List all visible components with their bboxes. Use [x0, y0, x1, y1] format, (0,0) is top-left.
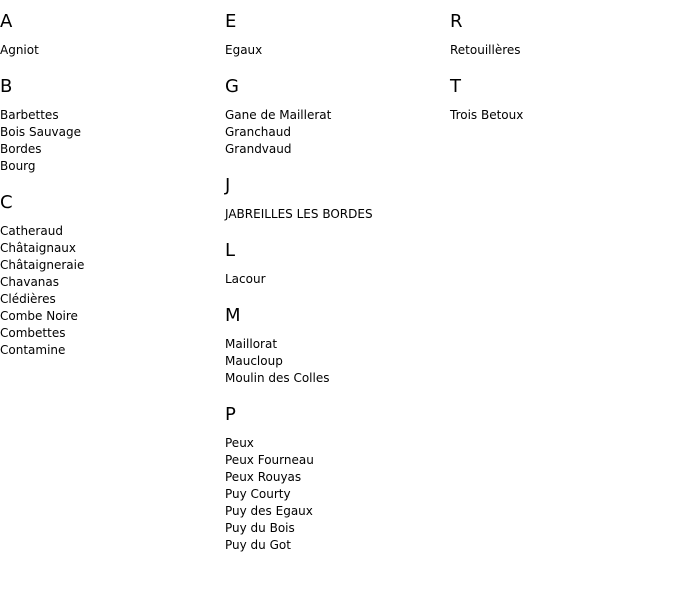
place-link[interactable]: Grandvaud	[225, 142, 292, 156]
place-link[interactable]: JABREILLES LES BORDES	[225, 207, 373, 221]
place-list-item	[225, 520, 450, 537]
place-link[interactable]: Puy du Got	[225, 538, 291, 552]
letter-group-t	[450, 77, 675, 124]
letter-heading: J	[225, 175, 231, 196]
place-list-item	[450, 107, 675, 124]
place-link[interactable]: Agniot	[0, 43, 39, 57]
place-list-item	[0, 124, 225, 141]
place-list-item	[0, 240, 225, 257]
place-link[interactable]: Bois Sauvage	[0, 125, 82, 139]
place-link[interactable]: Moulin des Colles	[225, 371, 330, 385]
place-link[interactable]: Peux Fourneau	[225, 453, 314, 467]
place-link[interactable]: Chavanas	[0, 275, 60, 289]
letter-heading: P	[225, 404, 236, 425]
place-list-item	[225, 141, 450, 158]
letter-group-b	[0, 77, 225, 175]
place-list	[225, 336, 450, 387]
place-list	[225, 206, 450, 223]
place-list-item	[225, 336, 450, 353]
place-link[interactable]: Trois Betoux	[450, 108, 524, 122]
place-link[interactable]: Puy du Bois	[225, 521, 295, 535]
letter-group-p	[225, 405, 450, 554]
place-list-item	[0, 257, 225, 274]
place-list-item	[0, 158, 225, 175]
place-list-item	[0, 141, 225, 158]
letter-group-a	[0, 12, 225, 59]
letter-group-c	[0, 193, 225, 359]
place-list	[450, 42, 675, 59]
place-list-item	[0, 325, 225, 342]
letter-heading: M	[225, 305, 241, 326]
place-link[interactable]: Gane de Maillerat	[225, 108, 332, 122]
place-list-item	[225, 537, 450, 554]
place-list-item	[225, 124, 450, 141]
letter-group-m	[225, 306, 450, 387]
index-column-3	[450, 0, 675, 142]
place-link[interactable]: Egaux	[225, 43, 263, 57]
place-list-item	[225, 206, 450, 223]
place-list-item	[225, 370, 450, 387]
place-list-item	[450, 42, 675, 59]
place-link[interactable]: Catheraud	[0, 224, 63, 238]
index-column-1	[0, 0, 225, 377]
place-link[interactable]: Bourg	[0, 159, 36, 173]
place-list-item	[225, 469, 450, 486]
place-link[interactable]: Puy des Egaux	[225, 504, 313, 518]
letter-heading: L	[225, 240, 236, 261]
place-link[interactable]: Contamine	[0, 343, 66, 357]
letter-heading: A	[0, 11, 13, 32]
letter-heading: T	[450, 76, 461, 97]
place-link[interactable]: Lacour	[225, 272, 266, 286]
place-link[interactable]: Combettes	[0, 326, 66, 340]
place-list-item	[225, 42, 450, 59]
place-link[interactable]: Combe Noire	[0, 309, 78, 323]
letter-heading: E	[225, 11, 237, 32]
place-link[interactable]: Puy Courty	[225, 487, 291, 501]
index-column-2	[225, 0, 450, 572]
place-list-item	[225, 435, 450, 452]
place-link[interactable]: Clédières	[0, 292, 56, 306]
place-list-item	[225, 452, 450, 469]
place-list-item	[225, 503, 450, 520]
letter-group-j	[225, 176, 450, 223]
place-list	[0, 223, 225, 359]
place-list	[225, 42, 450, 59]
place-list	[225, 435, 450, 554]
letter-group-g	[225, 77, 450, 158]
place-link[interactable]: Châtaignaux	[0, 241, 77, 255]
place-link[interactable]: Granchaud	[225, 125, 291, 139]
place-link[interactable]: Maillorat	[225, 337, 278, 351]
letter-heading: R	[450, 11, 463, 32]
letter-group-l	[225, 241, 450, 288]
place-list	[225, 271, 450, 288]
place-link[interactable]: Barbettes	[0, 108, 59, 122]
place-list-item	[225, 271, 450, 288]
place-list-item	[225, 107, 450, 124]
place-list	[0, 42, 225, 59]
place-link[interactable]: Maucloup	[225, 354, 283, 368]
place-list-item	[0, 107, 225, 124]
place-list-item	[0, 274, 225, 291]
place-list-item	[0, 291, 225, 308]
letter-heading: C	[0, 192, 13, 213]
place-list	[225, 107, 450, 158]
place-list	[0, 107, 225, 175]
place-list-item	[225, 486, 450, 503]
place-list-item	[225, 353, 450, 370]
place-list	[450, 107, 675, 124]
place-link[interactable]: Bordes	[0, 142, 42, 156]
place-list-item	[0, 42, 225, 59]
place-list-item	[0, 342, 225, 359]
letter-group-r	[450, 12, 675, 59]
letter-group-e	[225, 12, 450, 59]
place-list-item	[0, 223, 225, 240]
letter-heading: B	[0, 76, 13, 97]
place-link[interactable]: Retouillères	[450, 43, 521, 57]
place-list-item	[0, 308, 225, 325]
letter-heading: G	[225, 76, 239, 97]
place-link[interactable]: Châtaigneraie	[0, 258, 85, 272]
place-link[interactable]: Peux Rouyas	[225, 470, 302, 484]
place-link[interactable]: Peux	[225, 436, 254, 450]
